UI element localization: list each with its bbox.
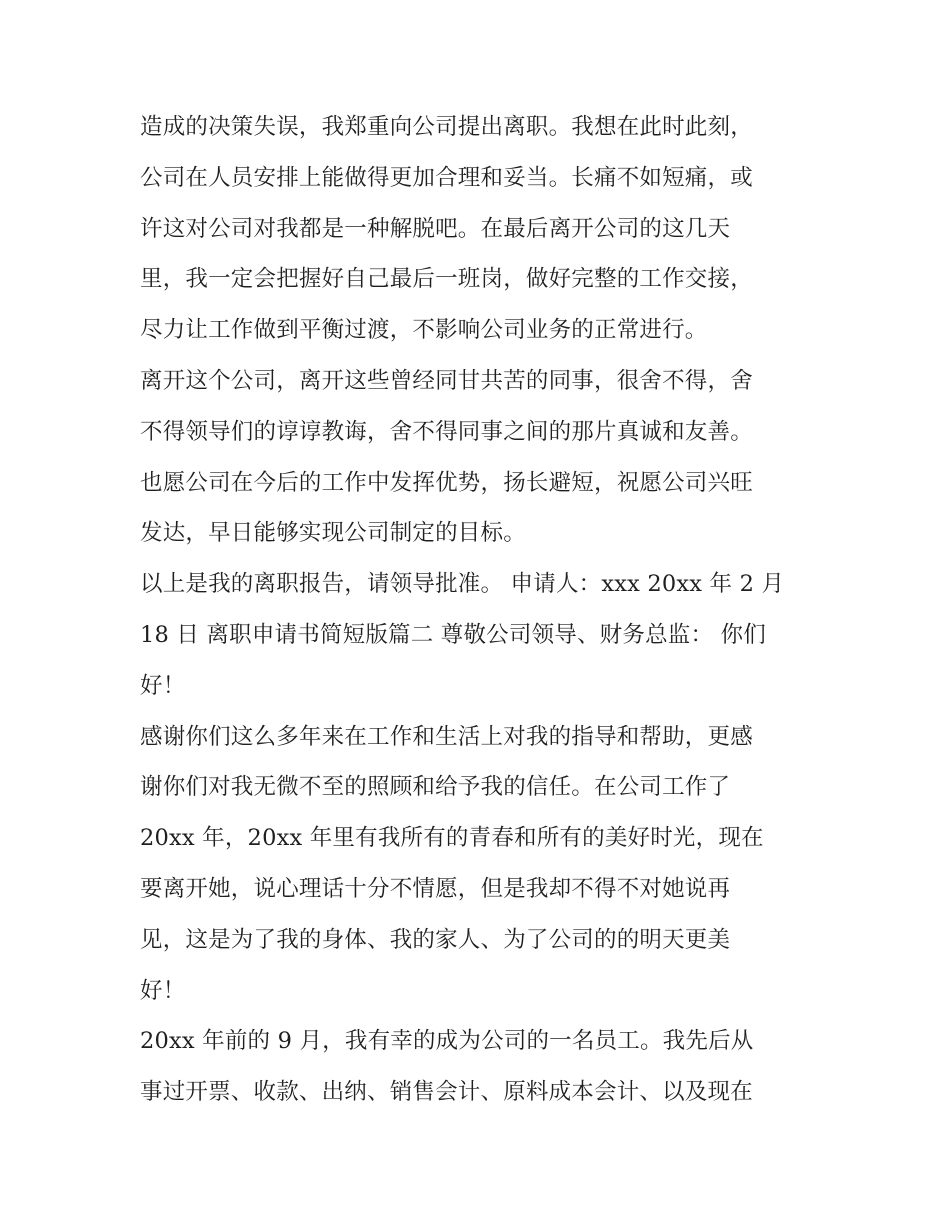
text-line: 公司在人员安排上能做得更加合理和妥当。长痛不如短痛，或 [140, 164, 753, 191]
text-line: 见，这是为了我的身体、我的家人、为了公司的的明天更美 [140, 926, 731, 953]
document-body-text [140, 102, 820, 1118]
text-line: 发达，早日能够实现公司制定的目标。 [140, 520, 526, 547]
text-line: 造成的决策失误，我郑重向公司提出离职。我想在此时此刻， [140, 114, 753, 140]
text-line: 以上是我的离职报告，请领导批准。 申请人：xxx 20xx 年 2 月 [140, 571, 785, 598]
text-line: 20xx 年，20xx 年里有我所有的青春和所有的美好时光，现在 [140, 825, 764, 852]
text-line: 谢你们对我无微不至的照顾和给予我的信任。在公司工作了 [140, 774, 731, 801]
text-line: 离开这个公司，离开这些曾经同甘共苦的同事，很舍不得，舍 [140, 367, 753, 394]
text-line: 好！ [140, 977, 186, 1004]
text-line: 也愿公司在今后的工作中发挥优势，扬长避短，祝愿公司兴旺 [140, 469, 753, 496]
text-line: 不得领导们的谆谆教诲，舍不得同事之间的那片真诚和友善。 [140, 418, 753, 445]
text-line: 好！ [140, 672, 186, 699]
text-line: 事过开票、收款、出纳、销售会计、原料成本会计、以及现在 [140, 1079, 753, 1106]
text-line: 20xx 年前的 9 月，我有幸的成为公司的一名员工。我先后从 [140, 1028, 754, 1055]
text-line: 感谢你们这么多年来在工作和生活上对我的指导和帮助，更感 [140, 723, 753, 750]
text-line: 里，我一定会把握好自己最后一班岗，做好完整的工作交接， [140, 266, 753, 293]
text-line: 要离开她，说心理话十分不情愿，但是我却不得不对她说再 [140, 875, 731, 902]
text-line: 许这对公司对我都是一种解脱吧。在最后离开公司的这几天 [140, 215, 731, 242]
text-line: 尽力让工作做到平衡过渡，不影响公司业务的正常进行。 [140, 317, 708, 344]
text-line: 18 日 离职申请书简短版篇二 尊敬公司领导、财务总监： 你们 [140, 621, 766, 648]
